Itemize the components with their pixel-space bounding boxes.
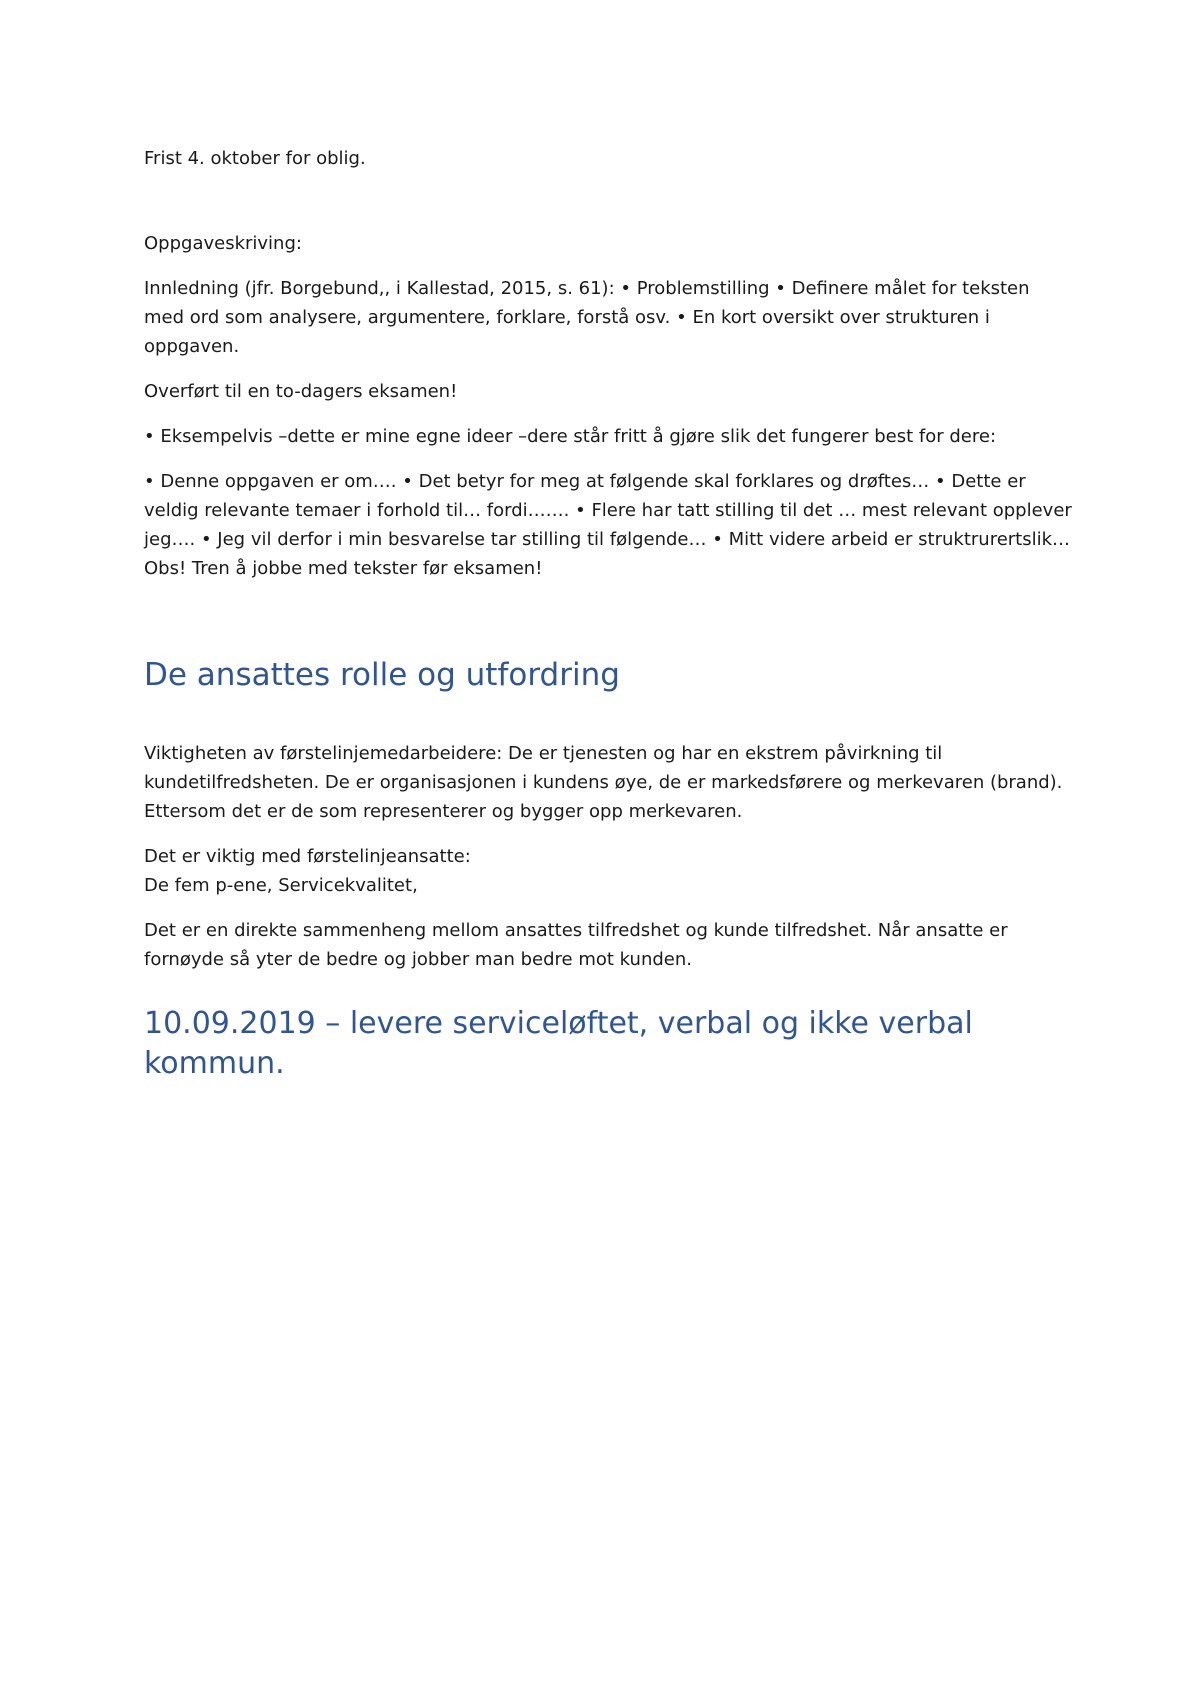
heading-employees-role: De ansattes rolle og utfordring [144,657,620,693]
deadline-line: Frist 4. oktober for oblig. [144,148,366,169]
transfer-paragraph: Overført til en to-dagers eksamen! [144,381,458,402]
section-label: Oppgaveskriving: [144,233,302,254]
phrases-paragraph: • Denne oppgaven er om…. • Det betyr for meg at følgende skal forklares og drøftes… • Dette er veldig relevante temaer i forhold til… fordi……. • Flere har tatt stilling til det … mest relevant opplever jeg…. • Jeg vil derfor i min besvarelse tar stilling til følgende… • Mitt videre arbeid er struktrurertslik… Obs! Tren å jobbe med tekster før eksamen! [144,471,1072,579]
intro-paragraph: Innledning (jfr. Borgebund,, i Kallestad, 2015, s. 61): • Problemstilling • Definere målet for teksten med ord som analysere, argumentere, forklare, forstå osv. • En kort oversikt over strukturen i oppgaven. [144,278,1030,357]
important-paragraph: Det er viktig med førstelinjeansatte: De fem p-ene, Servicekvalitet, [144,846,471,896]
connection-paragraph: Det er en direkte sammenheng mellom ansattes tilfredshet og kunde tilfredshet. Når ansatte er fornøyde så yter de bedre og jobber man bedre mot kunden. [144,920,1008,970]
frontline-paragraph: Viktigheten av førstelinjemedarbeidere: De er tjenesten og har en ekstrem påvirkning til kundetilfredsheten. De er organisasjonen i kundens øye, de er markedsførere og merkevaren (brand). Ettersom det er de som representerer og bygger opp merkevaren. [144,743,1063,822]
example-paragraph: • Eksempelvis –dette er mine egne ideer –dere står fritt å gjøre slik det fungerer best for dere: [144,426,997,447]
heading-date-service: 10.09.2019 – levere serviceløftet, verbal og ikke verbal kommun. [144,1006,973,1081]
